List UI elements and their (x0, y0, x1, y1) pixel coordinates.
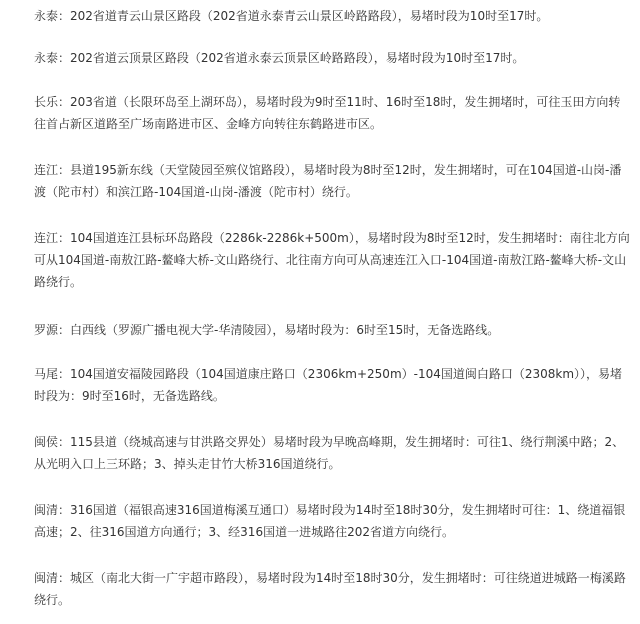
paragraph-luoyuan: 罗源：白西线（罗源广播电视大学-华清陵园），易堵时段为：6时至15时，无备选路线。 (34, 323, 500, 337)
paragraph-mawei: 马尾：104国道安福陵园路段（104国道康庄路口（2306km+250m）-104国道闽白路口（2308km）），易堵时段为：9时至16时，无备选路线。 (34, 367, 623, 403)
paragraph-lianjiang-195: 连江：县道195新东线（天堂陵园至殡仪馆路段），易堵时段为8时至12时，发生拥堵时，可在104国道-山岗-潘渡（陀市村）和滨江路-104国道-山岗-潘渡（陀市村）绕行。 (34, 163, 622, 199)
paragraph-minqing-city: 闽清：城区（南北大街一广宇超市路段），易堵时段为14时至18时30分，发生拥堵时：可往绕道进城路一梅溪路绕行。 (34, 571, 626, 607)
paragraph-minhou: 闽侯：115县道（绕城高速与甘洪路交界处）易堵时段为早晚高峰期，发生拥堵时：可往1、绕行荆溪中路；2、从光明入口上三环路；3、掉头走甘竹大桥316国道绕行。 (34, 435, 625, 471)
paragraph-minqing-316: 闽清：316国道（福银高速316国道梅溪互通口）易堵时段为14时至18时30分，发生拥堵时可往：1、绕道福银高速；2、往316国道方向通行；3、经316国道一进城路往202省道方向绕行。 (34, 503, 626, 539)
paragraph-changle: 长乐：203省道（长限环岛至上湖环岛），易堵时段为9时至11时、16时至18时，发生拥堵时，可往玉田方向转往首占新区道路至广场南路进市区、金峰方向转往东鹤路进市区。 (34, 95, 621, 131)
paragraph-lianjiang-104: 连江：104国道连江县标环岛路段（2286k-2286k+500m），易堵时段为8时至12时，发生拥堵时：南往北方向可从104国道-南敖江路-鳌峰大桥-文山路绕行、北往南方向可从高速连江入口-104国道-南敖江路-鳌峰大桥-文山路绕行。 (34, 231, 630, 289)
paragraph-yongtai-qingyunshan: 永泰：202省道青云山景区路段（202省道永泰青云山景区岭路路段），易堵时段为10时至17时。 (34, 9, 549, 23)
paragraph-yongtai-yunding: 永泰：202省道云顶景区路段（202省道永泰云顶景区岭路路段），易堵时段为10时至17时。 (34, 51, 525, 65)
